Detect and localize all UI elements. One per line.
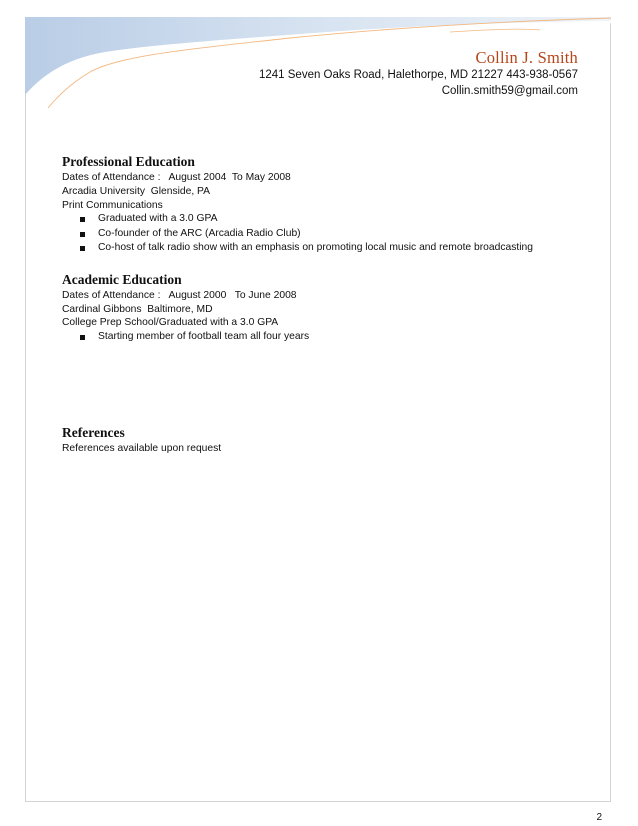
resume-name: Collin J. Smith	[475, 48, 578, 67]
page-number: 2	[596, 812, 602, 823]
list-item	[80, 212, 602, 227]
section-title-academic: Academic Education	[62, 271, 182, 287]
professional-school: Arcadia University Glenside, PA	[62, 185, 211, 197]
contact-address-phone: 1241 Seven Oaks Road, Halethorpe, MD 21227 443-938-0567	[258, 69, 578, 81]
square-bullet-icon	[80, 246, 85, 251]
square-bullet-icon	[80, 335, 85, 340]
square-bullet-icon	[80, 217, 85, 222]
contact-email: Collin.smith59@gmail.com	[441, 85, 578, 97]
list-item	[80, 330, 602, 345]
bullet-text: Starting member of football team all four years	[98, 331, 310, 343]
professional-bullet-list	[62, 212, 602, 256]
academic-program: College Prep School/Graduated with a 3.0 GPA	[62, 317, 279, 329]
list-item	[80, 227, 602, 242]
academic-dates: Dates of Attendance : August 2000 To June 2008	[62, 289, 297, 301]
bullet-text: Co-founder of the ARC (Arcadia Radio Club)	[98, 227, 301, 239]
references-text: References available upon request	[62, 442, 222, 454]
bullet-text: Graduated with a 3.0 GPA	[98, 213, 218, 225]
resume-body	[62, 154, 602, 456]
academic-school: Cardinal Gibbons Baltimore, MD	[62, 303, 213, 315]
section-title-professional: Professional Education	[62, 154, 195, 169]
professional-dates: Dates of Attendance : August 2004 To May 2008	[62, 172, 291, 183]
bullet-text: Co-host of talk radio show with an emphasis on promoting local music and remote broadcasting	[98, 242, 533, 254]
section-title-references: References	[62, 424, 125, 440]
academic-bullet-list	[62, 330, 602, 345]
square-bullet-icon	[80, 232, 85, 237]
professional-major: Print Communications	[62, 199, 163, 211]
list-item	[80, 241, 602, 256]
